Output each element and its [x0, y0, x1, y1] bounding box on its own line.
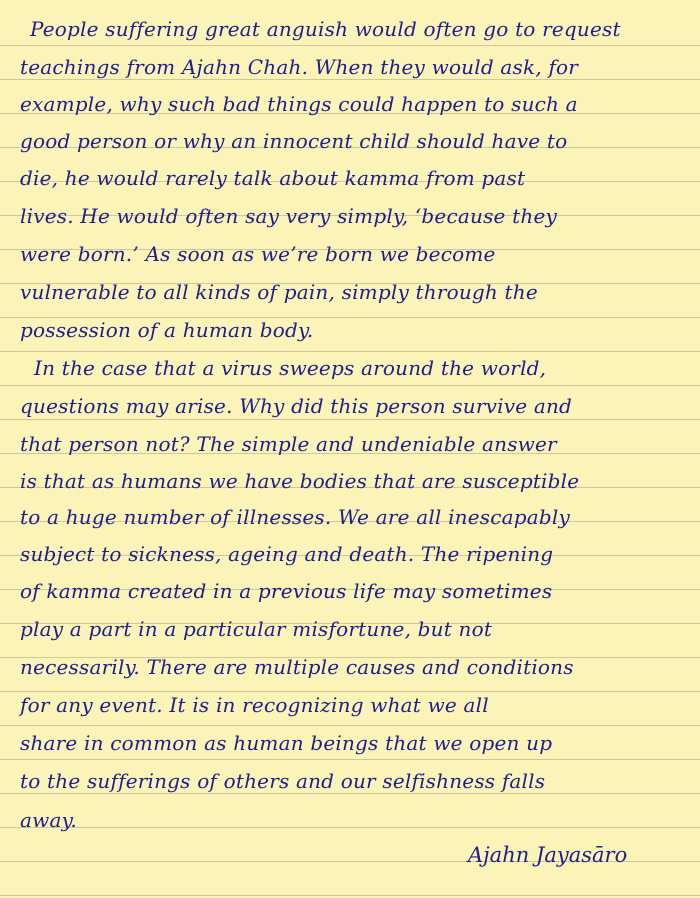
text-line: play a part in a particular misfortune, but not [20, 617, 493, 641]
text-line: for any event. It is in recognizing what we all [20, 693, 489, 717]
text-line: of kamma created in a previous life may sometimes [20, 579, 553, 603]
text-line: necessarily. There are multiple causes and conditions [20, 655, 574, 679]
text-line: good person or why an innocent child should have to [20, 129, 568, 153]
text-line: share in common as human beings that we open up [20, 731, 553, 755]
text-line: possession of a human body. [20, 318, 314, 342]
text-line: were born.’ As soon as we’re born we become [20, 242, 496, 266]
text-line: subject to sickness, ageing and death. The ripening [20, 542, 554, 566]
text-line: that person not? The simple and undeniable answer [20, 432, 557, 456]
text-line: In the case that a virus sweeps around the world, [34, 356, 547, 380]
text-line: to the sufferings of others and our selfishness falls [20, 769, 546, 793]
text-line: is that as humans we have bodies that are susceptible [20, 469, 580, 493]
text-line: away. [20, 808, 77, 832]
text-line: to a huge number of illnesses. We are all inescapably [20, 505, 571, 529]
signature: Ajahn Jayasāro [468, 843, 628, 867]
text-line: example, why such bad things could happen to such a [20, 92, 578, 116]
text-line: teachings from Ajahn Chah. When they would ask, for [20, 55, 579, 79]
text-line: vulnerable to all kinds of pain, simply through the [20, 280, 538, 304]
text-line: die, he would rarely talk about kamma from past [20, 166, 526, 190]
text-line: questions may arise. Why did this person survive and [20, 394, 573, 418]
text-line: lives. He would often say very simply, ‘because they [20, 204, 557, 228]
text-line: People suffering great anguish would often go to request [30, 17, 621, 41]
